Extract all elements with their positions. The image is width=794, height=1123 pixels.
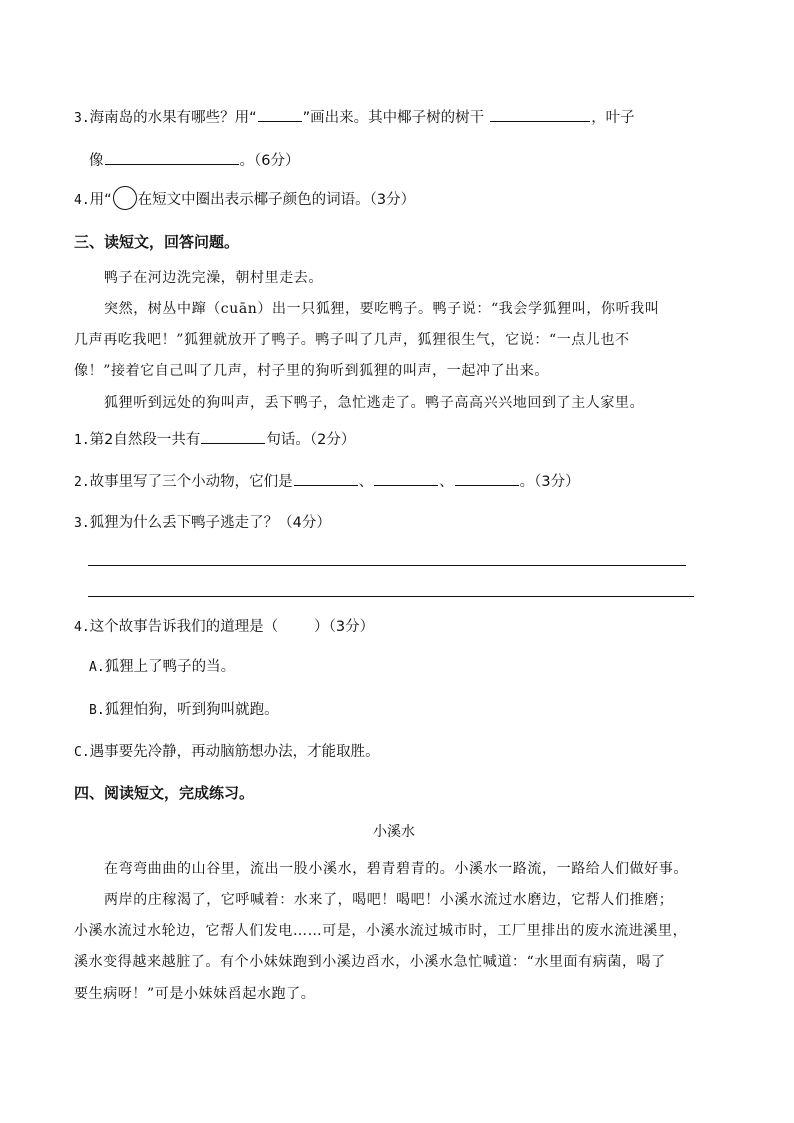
circle-symbol-icon (113, 186, 137, 210)
s3-question-2 (74, 471, 580, 493)
question-3-fruits-line2 (89, 150, 299, 171)
answer-line[interactable] (88, 565, 686, 566)
passage-paragraph: 狐狸听到远处的狗叫声，丢下鸭子，急忙逃走了。鸭子高高兴兴地回到了主人家里。 (104, 395, 645, 411)
question-text: 狐狸为什么丢下鸭子逃走了？（4分） (89, 515, 331, 531)
answer-line[interactable] (88, 596, 694, 597)
question-text: 在短文中圈出表示椰子颜色的词语。（3分） (137, 192, 416, 208)
option-letter: C. (74, 745, 90, 760)
question-text: 。（3分） (519, 474, 580, 490)
question-4-circle (74, 190, 415, 211)
s3-question-3 (74, 513, 331, 534)
answer-blank[interactable] (490, 107, 590, 122)
question-text: 海南岛的水果有哪些？用“ (89, 110, 257, 126)
passage-paragraph-cont: 要生病呀！”可是小妹妹舀起水跑了。 (74, 986, 316, 1002)
separator: 、 (439, 474, 454, 490)
option-text: 狐狸怕狗，听到狗叫就跑。 (104, 702, 279, 718)
answer-blank[interactable] (374, 471, 438, 486)
option-letter: A. (89, 660, 105, 675)
question-text: 这个故事告诉我们的道理是（ (89, 619, 279, 635)
passage-title: 小溪水 (373, 824, 415, 840)
question-text: 句话。（2分） (266, 432, 356, 448)
option-text: 遇事要先冷静，再动脑筋想办法，才能取胜。 (89, 744, 380, 760)
passage-paragraph-cont: 几声再吃我吧！”狐狸就放开了鸭子。鸭子叫了几声，狐狸很生气，它说：“一点儿也不 (74, 332, 630, 348)
s3-question-1 (74, 429, 355, 451)
answer-blank[interactable] (294, 471, 358, 486)
option-c[interactable] (74, 742, 380, 763)
question-number: 3. (74, 111, 90, 126)
question-text: 像 (89, 153, 104, 169)
passage-paragraph: 两岸的庄稼渴了，它呼喊着：水来了，喝吧！喝吧！小溪水流过水磨边，它帮人们推磨； (104, 892, 674, 908)
answer-blank[interactable] (201, 429, 265, 444)
passage-paragraph-cont: 溪水变得越来越脏了。有个小妹妹跑到小溪边舀水，小溪水急忙喊道：“水里面有病菌，喝了 (74, 954, 666, 970)
section-3-heading: 三、读短文，回答问题。 (74, 233, 240, 251)
answer-blank[interactable] (455, 471, 519, 486)
answer-blank[interactable] (105, 150, 239, 165)
option-a[interactable] (89, 657, 235, 678)
question-number: 4. (74, 193, 90, 208)
option-letter: B. (89, 703, 105, 718)
passage-paragraph-cont: 小溪水流过水轮边，它帮人们发电……可是，小溪水流过城市时，工厂里排出的废水流进溪里， (74, 923, 688, 939)
question-text: 。（6分） (239, 153, 300, 169)
option-text: 狐狸上了鸭子的当。 (104, 659, 236, 675)
passage-paragraph: 鸭子在河边洗完澡，朝村里走去。 (104, 270, 323, 286)
question-3-fruits (74, 107, 635, 129)
separator: 、 (358, 474, 374, 490)
question-text: 故事里写了三个小动物，它们是 (89, 474, 293, 490)
question-text: ）（3分） (314, 619, 375, 635)
passage-paragraph: 突然，树丛中蹿（cuān）出一只狐狸，要吃鸭子。鸭子说：“我会学狐狸叫，你听我叫 (104, 301, 660, 317)
question-number: 3. (74, 516, 90, 531)
question-number: 2. (74, 475, 90, 490)
passage-paragraph-cont: 像！”接着它自己叫了几声，村子里的狗听到狐狸的叫声，一起冲了出来。 (74, 363, 549, 379)
question-text: ，叶子 (591, 110, 635, 126)
section-4-heading: 四、阅读短文，完成练习。 (74, 784, 255, 802)
passage-paragraph: 在弯弯曲曲的山谷里，流出一股小溪水，碧青碧青的。小溪水一路流，一路给人们做好事。 (104, 861, 688, 877)
question-number: 1. (74, 433, 90, 448)
s3-question-4 (74, 617, 374, 638)
question-text: ”画出来。其中椰子树的树干 (302, 110, 485, 126)
question-number: 4. (74, 620, 90, 635)
option-b[interactable] (89, 700, 279, 721)
answer-blank[interactable] (258, 107, 302, 122)
question-text: 第2自然段一共有 (89, 432, 201, 448)
question-text: 用“ (89, 192, 112, 208)
